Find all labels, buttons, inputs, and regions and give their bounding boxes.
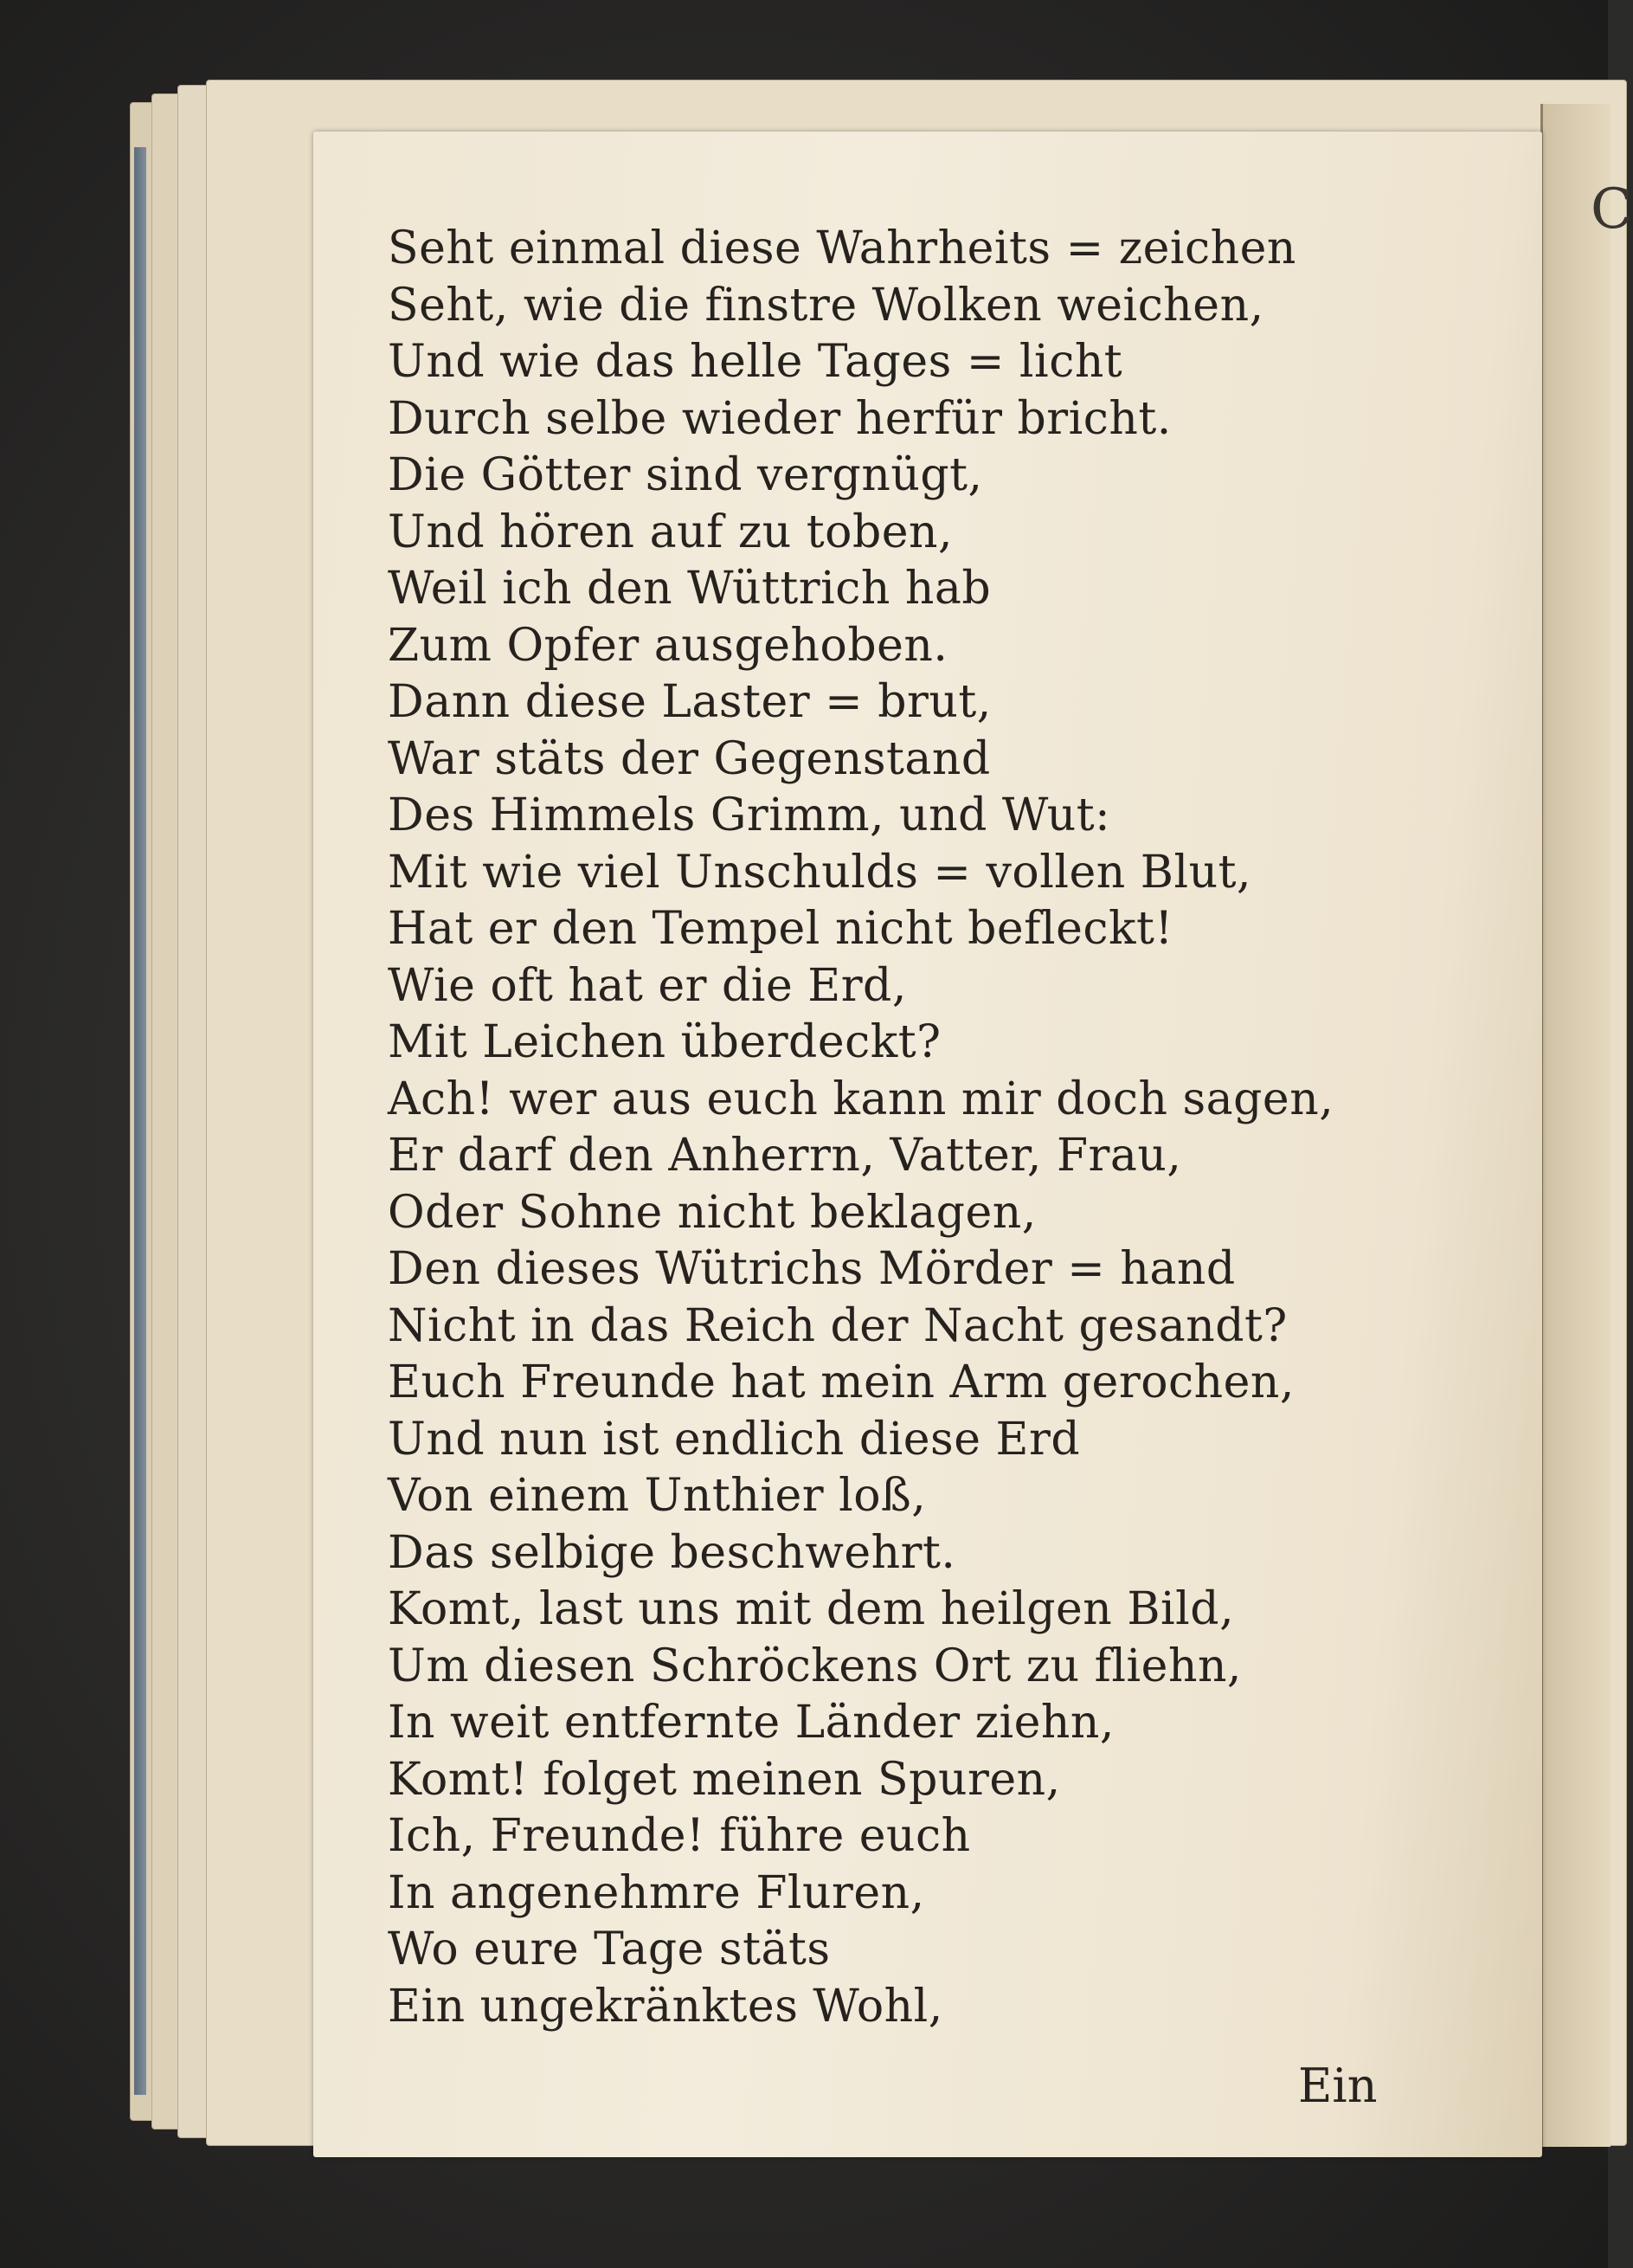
text-line: Wo eure Tage stäts: [388, 1923, 831, 1975]
text-line: Euch Freunde hat mein Arm gerochen,: [388, 1356, 1295, 1408]
text-line: Nicht in das Reich der Nacht gesandt?: [388, 1299, 1288, 1352]
text-line: Er darf den Anherrn, Vatter, Frau,: [388, 1130, 1182, 1182]
text-line: Oder Sohne nicht beklagen,: [388, 1186, 1037, 1239]
text-line: Und nun ist endlich diese Erd: [388, 1413, 1081, 1466]
next-page-fragment: C: [1591, 177, 1633, 242]
text-line: Zum Opfer ausgehoben.: [388, 619, 948, 672]
text-line: Um diesen Schröckens Ort zu fliehn,: [388, 1640, 1242, 1692]
text-line: Wie oft hat er die Erd,: [388, 959, 907, 1012]
text-line: In angenehmre Fluren,: [388, 1866, 925, 1919]
text-line: Dann diese Laster = brut,: [388, 676, 992, 728]
text-line: Seht, wie die finstre Wolken weichen,: [388, 279, 1264, 332]
catchword: Ein: [1298, 2059, 1378, 2113]
text-line: Mit wie viel Unschulds = vollen Blut,: [388, 846, 1252, 899]
book-cover-edge: [134, 147, 146, 2095]
text-line: Durch selbe wieder herfür bricht.: [388, 392, 1172, 445]
text-line: War stäts der Gegenstand: [388, 732, 991, 785]
text-line: Weil ich den Wüttrich hab: [388, 563, 992, 615]
text-line: Seht einmal diese Wahrheits = zeichen: [388, 222, 1296, 274]
text-line: Komt! folget meinen Spuren,: [388, 1753, 1061, 1806]
text-line: In weit entfernte Länder ziehn,: [388, 1697, 1115, 1749]
next-page-edge: [1540, 104, 1610, 2147]
text-line: Hat er den Tempel nicht befleckt!: [388, 903, 1173, 955]
text-line: Den dieses Wütrichs Mörder = hand: [388, 1243, 1236, 1295]
text-line: Das selbige beschwehrt.: [388, 1526, 956, 1579]
text-line: Komt, last uns mit dem heilgen Bild,: [388, 1583, 1235, 1635]
text-line: Mit Leichen überdeckt?: [388, 1016, 942, 1068]
text-line: Und hören auf zu toben,: [388, 506, 954, 558]
text-line: Und wie das helle Tages = licht: [388, 336, 1123, 388]
text-line: Des Himmels Grimm, und Wut:: [388, 789, 1111, 841]
text-line: Von einem Unthier loß,: [388, 1470, 927, 1522]
text-line: Ach! wer aus euch kann mir doch sagen,: [388, 1073, 1334, 1125]
text-line: Ein ungekränktes Wohl,: [388, 1980, 943, 2033]
text-line: Ich, Freunde! führe euch: [388, 1810, 971, 1862]
poem-text: [388, 221, 1513, 2035]
text-line: Die Götter sind vergnügt,: [388, 449, 983, 501]
